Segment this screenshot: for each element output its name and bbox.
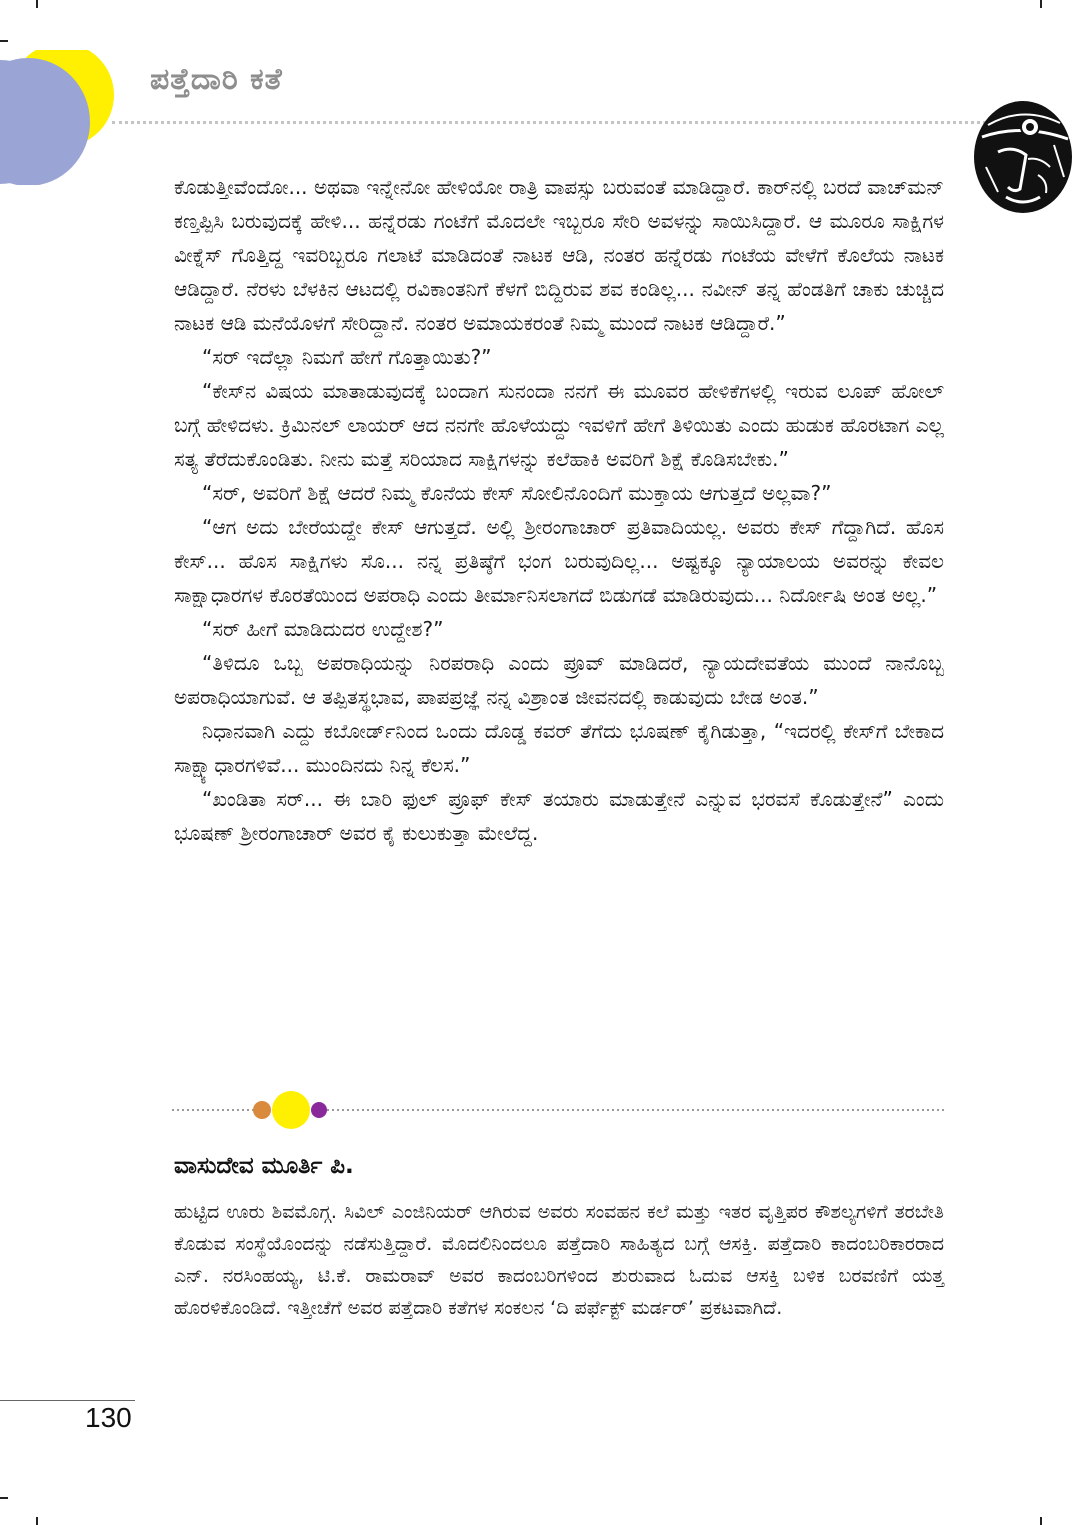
crop-mark — [0, 40, 8, 42]
paragraph: “ಸರ್, ಅವರಿಗೆ ಶಿಕ್ಷೆ ಆದರೆ ನಿಮ್ಮ ಕೊನೆಯ ಕೇಸ್ ಸೋಲಿನೊಂದಿಗೆ ಮುಕ್ತಾಯ ಆಗುತ್ತದೆ ಅಲ್ಲವಾ?” — [202, 481, 832, 505]
section-title: ಪತ್ತೆದಾರಿ ಕತೆ — [150, 62, 283, 97]
paragraph: “ತಿಳಿದೂ ಒಬ್ಬ ಅಪರಾಧಿಯನ್ನು ನಿರಪರಾಧಿ ಎಂದು ಪ್ರೂವ್ ಮಾಡಿದರೆ, ನ್ಯಾಯದೇವತೆಯ ಮುಂದೆ ನಾನೊಬ್ಬ ಅಪರಾಧಿಯಾಗುವೆ. ಆ ತಪ್ಪಿತಸ್ಥಭಾವ, ಪಾಪಪ್ರಜ್ಞೆ ನನ್ನ ವಿಶ್ರಾಂತ ಜೀವನದಲ್ಲಿ ಕಾಡುವುದು ಬೇಡ ಅಂತ.” — [174, 651, 944, 709]
paragraph: “ಸರ್ ಇದೆಲ್ಲಾ ನಿಮಗೆ ಹೇಗೆ ಗೊತ್ತಾಯಿತು?” — [202, 345, 492, 369]
story-body — [174, 170, 944, 850]
decorative-circles-icon — [0, 50, 125, 185]
crop-mark — [36, 1517, 38, 1525]
crop-mark — [1040, 0, 1042, 8]
author-name: ವಾಸುದೇವ ಮೂರ್ತಿ ಪಿ. — [174, 1153, 354, 1179]
crop-mark — [0, 1497, 8, 1499]
paragraph: “ಆಗ ಅದು ಬೇರೆಯದ್ದೇ ಕೇಸ್ ಆಗುತ್ತದೆ. ಅಲ್ಲಿ ಶ್ರೀರಂಗಾಚಾರ್ ಪ್ರತಿವಾದಿಯಲ್ಲ. ಅವರು ಕೇಸ್ ಗೆದ್ದಾಗಿದೆ. ಹೊಸ ಕೇಸ್... ಹೊಸ ಸಾಕ್ಷಿಗಳು ಸೊ... ನನ್ನ ಪ್ರತಿಷ್ಠೆಗೆ ಭಂಗ ಬರುವುದಿಲ್ಲ... ಅಷ್ಟಕ್ಕೂ ನ್ಯಾಯಾಲಯ ಅವರನ್ನು ಕೇವಲ ಸಾಕ್ಷಾಧಾರಗಳ ಕೊರತೆಯಿಂದ ಅಪರಾಧಿ ಎಂದು ತೀರ್ಮಾನಿಸಲಾಗದೆ ಬಿಡುಗಡೆ ಮಾಡಿರುವುದು... ನಿರ್ದೋಷಿ ಅಂತ ಅಲ್ಲ.” — [174, 515, 944, 607]
paragraph: ಕೊಡುತ್ತೀವೆಂದೋ... ಅಥವಾ ಇನ್ನೇನೋ ಹೇಳಿಯೋ ರಾತ್ರಿ ವಾಪಸ್ಸು ಬರುವಂತೆ ಮಾಡಿದ್ದಾರೆ. ಕಾರ್‌ನಲ್ಲಿ ಬರದೆ ವಾಚ್‌ಮನ್ ಕಣ್ತಪ್ಪಿಸಿ ಬರುವುದಕ್ಕೆ ಹೇಳಿ... ಹನ್ನೆರಡು ಗಂಟೆಗೆ ಮೊದಲೇ ಇಬ್ಬರೂ ಸೇರಿ ಅವಳನ್ನು ಸಾಯಿಸಿದ್ದಾರೆ. ಆ ಮೂರೂ ಸಾಕ್ಷಿಗಳ ವೀಕ್ನೆಸ್ ಗೊತ್ತಿದ್ದ ಇವರಿಬ್ಬರೂ ಗಲಾಟೆ ಮಾಡಿದಂತೆ ನಾಟಕ ಆಡಿ, ನಂತರ ಹನ್ನೆರಡು ಗಂಟೆಯ ವೇಳೆಗೆ ಕೊಲೆಯ ನಾಟಕ ಆಡಿದ್ದಾರೆ. ನೆರಳು ಬೆಳಕಿನ ಆಟದಲ್ಲಿ ರವಿಕಾಂತನಿಗೆ ಕೆಳಗೆ ಬಿದ್ದಿರುವ ಶವ ಕಂಡಿಲ್ಲ... ನವೀನ್ ತನ್ನ ಹೆಂಡತಿಗೆ ಚಾಕು ಚುಚ್ಚಿದ ನಾಟಕ ಆಡಿ ಮನೆಯೊಳಗೆ ಸೇರಿದ್ದಾನೆ. ನಂತರ ಅಮಾಯಕರಂತೆ ನಿಮ್ಮ ಮುಂದೆ ನಾಟಕ ಆಡಿದ್ದಾರೆ.” — [174, 175, 944, 335]
header-rule — [112, 121, 992, 124]
paragraph: “ಸರ್ ಹೀಗೆ ಮಾಡಿದುದರ ಉದ್ದೇಶ?” — [202, 617, 444, 641]
page-number-rule — [0, 1400, 135, 1401]
paragraph: “ಖಂಡಿತಾ ಸರ್... ಈ ಬಾರಿ ಫುಲ್ ಪ್ರೂಫ್ ಕೇಸ್ ತಯಾರು ಮಾಡುತ್ತೇನೆ ಎನ್ನುವ ಭರವಸೆ ಕೊಡುತ್ತೇನೆ” ಎಂದು ಭೂಷಣ್ ಶ್ರೀರಂಗಾಚಾರ್ ಅವರ ಕೈ ಕುಲುಕುತ್ತಾ ಮೇಲೆದ್ದ. — [174, 787, 944, 845]
author-bio: ಹುಟ್ಟಿದ ಊರು ಶಿವಮೊಗ್ಗ. ಸಿವಿಲ್ ಎಂಜಿನಿಯರ್ ಆಗಿರುವ ಅವರು ಸಂವಹನ ಕಲೆ ಮತ್ತು ಇತರ ವೃತ್ತಿಪರ ಕೌಶಲ್ಯಗಳಿಗೆ ತರಬೇತಿ ಕೊಡುವ ಸಂಸ್ಥೆಯೊಂದನ್ನು ನಡೆಸುತ್ತಿದ್ದಾರೆ. ಮೊದಲಿನಿಂದಲೂ ಪತ್ತೆದಾರಿ ಸಾಹಿತ್ಯದ ಬಗ್ಗೆ ಆಸಕ್ತಿ. ಪತ್ತೆದಾರಿ ಕಾದಂಬರಿಕಾರರಾದ ಎನ್. ನರಸಿಂಹಯ್ಯ, ಟಿ.ಕೆ. ರಾಮರಾವ್ ಅವರ ಕಾದಂಬರಿಗಳಿಂದ ಶುರುವಾದ ಓದುವ ಆಸಕ್ತಿ ಬಳಿಕ ಬರವಣಿಗೆ ಯತ್ತ ಹೊರಳಿಕೊಂಡಿದೆ. ಇತ್ತೀಚೆಗೆ ಅವರ ಪತ್ತೆದಾರಿ ಕತೆಗಳ ಸಂಕಲನ ‘ದಿ ಪರ್ಫೆಕ್ಟ್ ಮರ್ಡರ್’ ಪ್ರಕಟವಾಗಿದೆ. — [174, 1201, 944, 1319]
detective-portrait-icon — [968, 97, 1072, 215]
section-divider-dots-icon — [172, 1088, 947, 1132]
crop-mark — [1040, 1517, 1042, 1525]
crop-mark — [36, 0, 38, 8]
paragraph: “ಕೇಸ್‌ನ ವಿಷಯ ಮಾತಾಡುವುದಕ್ಕೆ ಬಂದಾಗ ಸುನಂದಾ ನನಗೆ ಈ ಮೂವರ ಹೇಳಿಕೆಗಳಲ್ಲಿ ಇರುವ ಲೂಪ್ ಹೋಲ್ ಬಗ್ಗೆ ಹೇಳಿದಳು. ಕ್ರಿಮಿನಲ್ ಲಾಯರ್ ಆದ ನನಗೇ ಹೊಳೆಯದ್ದು ಇವಳಿಗೆ ಹೇಗೆ ತಿಳಿಯಿತು ಎಂದು ಹುಡುಕ ಹೊರಟಾಗ ಎಲ್ಲ ಸತ್ಯ ತೆರೆದುಕೊಂಡಿತು. ನೀನು ಮತ್ತೆ ಸರಿಯಾದ ಸಾಕ್ಷಿಗಳನ್ನು ಕಲೆಹಾಕಿ ಅವರಿಗೆ ಶಿಕ್ಷೆ ಕೊಡಿಸಬೇಕು.” — [174, 379, 944, 471]
paragraph: ನಿಧಾನವಾಗಿ ಎದ್ದು ಕಬೋರ್ಡ್‌ನಿಂದ ಒಂದು ದೊಡ್ಡ ಕವರ್ ತೆಗೆದು ಭೂಷಣ್ ಕೈಗಿಡುತ್ತಾ, “ಇದರಲ್ಲಿ ಕೇಸ್‌ಗೆ ಬೇಕಾದ ಸಾಕ್ಷ್ಯಾಧಾರಗಳಿವೆ... ಮುಂದಿನದು ನಿನ್ನ ಕೆಲಸ.” — [174, 719, 944, 777]
page-number: 130 — [85, 1402, 132, 1433]
